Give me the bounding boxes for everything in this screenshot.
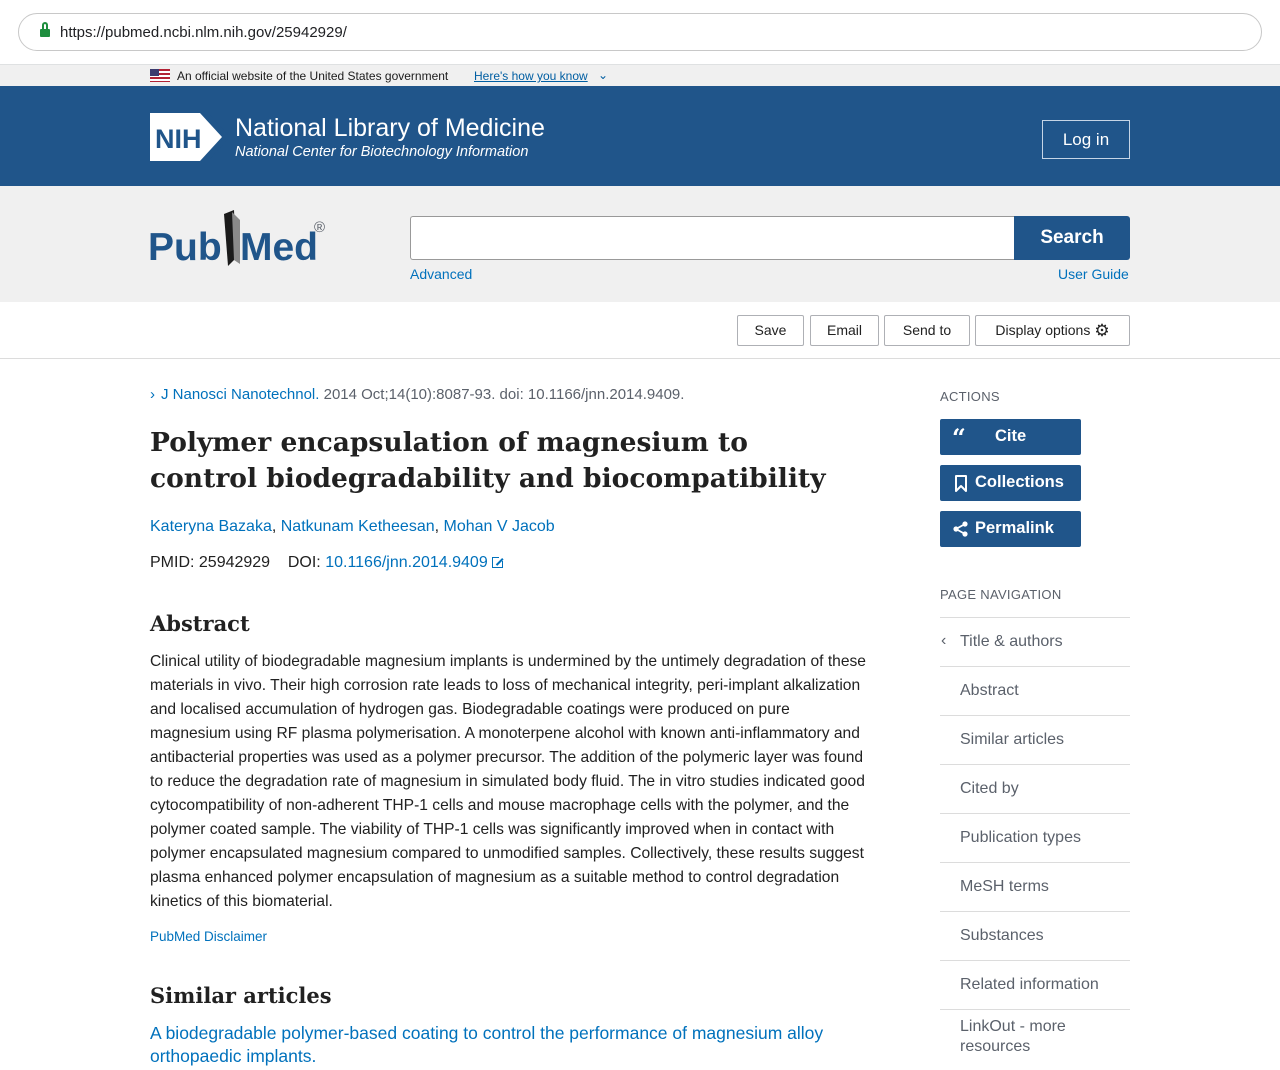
- nih-header: [0, 86, 1280, 186]
- send-to-button[interactable]: Send to: [884, 315, 970, 346]
- nav-item-label: Related information: [960, 976, 1099, 993]
- chevron-right-icon[interactable]: ›: [150, 386, 155, 403]
- bookmark-icon: [952, 473, 970, 493]
- article-title: Polymer encapsulation of magnesium to control biodegradability and biocompatibility: [150, 427, 826, 494]
- login-button[interactable]: Log in: [1042, 120, 1130, 159]
- similar-article-link[interactable]: A biodegradable polymer-based coating to control the performance of magnesium alloy orthopaedic implants.: [150, 1023, 824, 1066]
- nav-item-label: Similar articles: [960, 731, 1065, 748]
- abstract-text: Clinical utility of biodegradable magnesium implants is undermined by the untimely degradation of these materials in vivo. Their high corrosion rate leads to loss of mechanical integrity, peri-implant alkalization and localised accumulation of hydrogen gas. Biodegradable coatings were produced on pure magnesium using RF plasma polymerisation. A monoterpene alcohol with known anti-inflammatory and antibacterial properties was used as a polymer precursor. The addition of the polymeric layer was found to reduce the degradation rate of magnesium in simulated body fluid. The in vitro studies indicated good cytocompatibility of non-adherent THP-1 cells and mouse macrophage cells with the polymer, and the polymer coated sample. The viability of THP-1 cells was significantly improved when in contact with polymer encapsulated magnesium compared to unmodified samples. Collectively, these results suggest plasma enhanced polymer encapsulation of magnesium as a suitable method to control degradation kinetics of this biomaterial.: [150, 653, 866, 910]
- nav-item-label: LinkOut - more resources: [960, 1018, 1066, 1055]
- author-list: [150, 518, 555, 536]
- nav-item-title-authors[interactable]: [940, 618, 1130, 667]
- actions-heading: ACTIONS: [940, 389, 1000, 404]
- nav-item-similar-articles[interactable]: [940, 716, 1130, 765]
- advanced-search-link[interactable]: Advanced: [410, 266, 473, 282]
- address-bar[interactable]: [18, 13, 1262, 51]
- share-icon: [952, 519, 970, 539]
- heres-how-you-know-link[interactable]: Here's how you know: [474, 69, 588, 83]
- cite-label: Cite: [995, 427, 1027, 445]
- search-button[interactable]: Search: [1014, 216, 1130, 260]
- page-navigation: [940, 617, 1130, 1070]
- nav-item-mesh-terms[interactable]: [940, 863, 1130, 912]
- search-input[interactable]: [410, 216, 1015, 260]
- nav-item-label: Substances: [960, 927, 1044, 944]
- author-link[interactable]: Natkunam Ketheesan: [280, 518, 435, 535]
- abstract-heading: Abstract: [150, 611, 250, 636]
- browser-chrome: [0, 0, 1280, 64]
- permalink-button[interactable]: [940, 511, 1081, 547]
- nav-item-label: Publication types: [960, 829, 1081, 846]
- nih-logo-text: NIH: [155, 124, 202, 154]
- doi-label: DOI:: [287, 554, 321, 571]
- svg-text:“: “: [952, 427, 966, 447]
- external-link-icon: [492, 557, 503, 568]
- nav-item-substances[interactable]: [940, 912, 1130, 961]
- author-separator: ,: [434, 518, 444, 535]
- nav-item-related-information[interactable]: [940, 961, 1130, 1010]
- url-text[interactable]: https://pubmed.ncbi.nlm.nih.gov/25942929/: [60, 24, 347, 41]
- collections-label: Collections: [975, 473, 1064, 491]
- display-options-button[interactable]: [975, 315, 1130, 346]
- nih-logo-icon[interactable]: [150, 113, 228, 161]
- nav-item-label: Title & authors: [960, 633, 1063, 650]
- quote-icon: [952, 427, 970, 447]
- registered-mark: ®: [314, 219, 326, 236]
- ncbi-subtitle: National Center for Biotechnology Information: [235, 144, 529, 160]
- pmid-label: PMID: 25942929: [150, 554, 271, 571]
- journal-link[interactable]: J Nanosci Nanotechnol.: [161, 386, 320, 403]
- permalink-label: Permalink: [975, 519, 1054, 537]
- nav-item-label: MeSH terms: [960, 878, 1049, 895]
- nav-item-cited-by[interactable]: [940, 765, 1130, 814]
- pubmed-disclaimer-link[interactable]: PubMed Disclaimer: [150, 929, 268, 944]
- email-button[interactable]: Email: [810, 315, 879, 346]
- author-link[interactable]: Kateryna Bazaka: [150, 518, 272, 535]
- cite-button[interactable]: [940, 419, 1081, 455]
- search-section: [0, 186, 1280, 302]
- gear-icon: ⚙: [1094, 321, 1110, 340]
- page-navigation-heading: PAGE NAVIGATION: [940, 587, 1062, 602]
- doi-link[interactable]: 10.1166/jnn.2014.9409: [325, 554, 488, 571]
- author-link[interactable]: Mohan V Jacob: [443, 518, 555, 535]
- pubmed-logo-icon[interactable]: [148, 208, 338, 274]
- nav-item-label: Cited by: [960, 780, 1019, 797]
- citation-details: 2014 Oct;14(10):8087-93. doi: 10.1166/jnn.2014.9409.: [319, 386, 685, 403]
- citation-line: [150, 386, 684, 403]
- gov-banner: [0, 64, 1280, 86]
- display-options-label: Display options: [995, 322, 1091, 338]
- user-guide-link[interactable]: User Guide: [1058, 266, 1129, 282]
- article-toolbar: [0, 302, 1280, 359]
- identifiers: [150, 554, 503, 572]
- nav-item-linkout[interactable]: [940, 1010, 1130, 1070]
- pubmed-logo-right: Med: [240, 226, 318, 269]
- chevron-down-icon[interactable]: ⌄: [598, 68, 609, 82]
- nav-item-label: Abstract: [960, 682, 1019, 699]
- nav-item-publication-types[interactable]: [940, 814, 1130, 863]
- us-flag-icon: [150, 69, 170, 82]
- save-button[interactable]: Save: [737, 315, 804, 346]
- chevron-left-icon: ‹: [941, 632, 947, 649]
- nlm-title[interactable]: National Library of Medicine: [235, 114, 545, 142]
- gov-banner-text: An official website of the United States government: [177, 69, 449, 83]
- collections-button[interactable]: [940, 465, 1081, 501]
- pubmed-logo-left: Pub: [148, 226, 222, 269]
- lock-icon: [40, 27, 50, 38]
- nav-item-abstract[interactable]: [940, 667, 1130, 716]
- similar-articles-heading: Similar articles: [150, 983, 332, 1008]
- author-separator: ,: [271, 518, 281, 535]
